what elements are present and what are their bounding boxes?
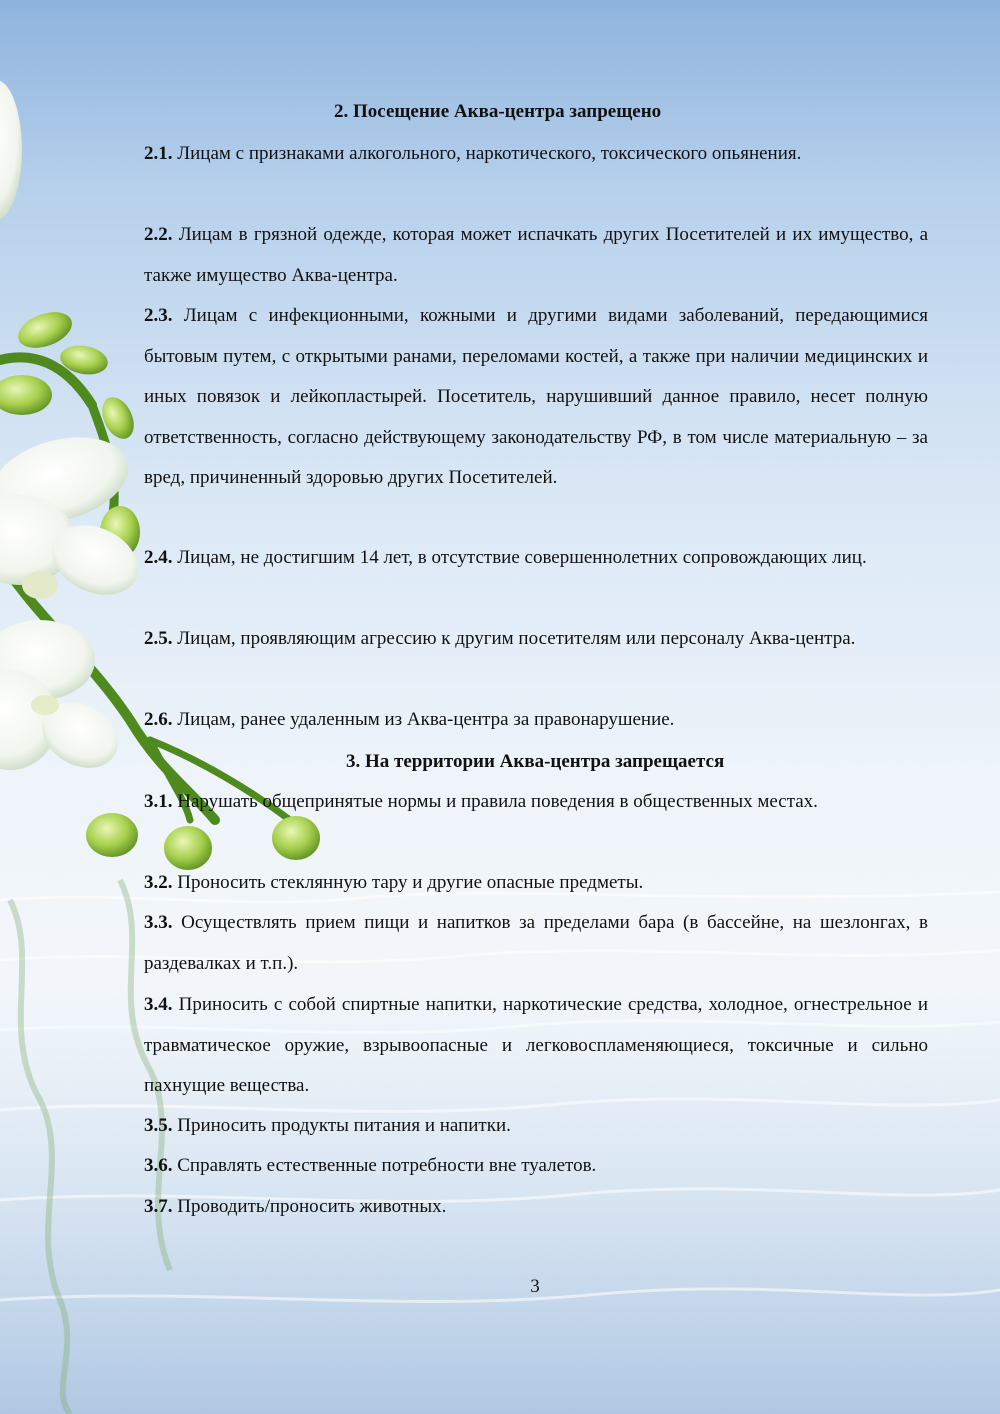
rule-number: 2.6. [144, 709, 173, 730]
section-3-title: 3. На территории Аква-центра запрещается [346, 751, 725, 772]
rule-number: 2.3. [144, 305, 173, 326]
rule-number: 2.1. [144, 143, 173, 164]
rule-number: 2.5. [144, 628, 173, 649]
rule-text: Проводить/проносить животных. [177, 1196, 447, 1217]
rule-text: Справлять естественные потребности вне туалетов. [177, 1155, 597, 1176]
rule-3-6 [144, 1146, 928, 1187]
rule-text: Лицам, не достигшим 14 лет, в отсутствие совершеннолетних сопровождающих лиц. [177, 547, 867, 568]
rule-number: 3.4. [144, 994, 173, 1015]
rule-3-4 [144, 985, 928, 1107]
rule-text: Проносить стеклянную тару и другие опасные предметы. [177, 872, 644, 893]
section-2-title: 2. Посещение Аква-центра запрещено [334, 101, 662, 122]
rule-number: 3.3. [144, 912, 173, 933]
rule-text: Лицам, проявляющим агрессию к другим посетителям или персоналу Аква-центра. [177, 628, 856, 649]
rule-number: 3.2. [144, 872, 173, 893]
rule-2-2 [144, 215, 928, 296]
rule-2-3 [144, 296, 928, 499]
rule-text: Лицам с инфекционными, кожными и другими видами заболеваний, передающимися бытовым путем, с открытыми ранами, переломами костей, а также при наличии медицинских и иных повязок и лейкопластырей. Посетитель, нарушивший данное правило, несет полную ответственность, согласно действующему законодательству РФ, в том числе материальную – за вред, причиненный здоровью других Посетителей. [144, 305, 929, 489]
rule-3-2 [144, 863, 928, 904]
rule-text: Приносить продукты питания и напитки. [177, 1115, 511, 1136]
rule-text: Лицам в грязной одежде, которая может испачкать других Посетителей и их имущество, а также имущество Аква-центра. [144, 224, 929, 286]
rule-3-7 [144, 1187, 928, 1228]
rule-3-1 [144, 782, 928, 823]
rule-3-3 [144, 903, 928, 984]
rule-text: Приносить с собой спиртные напитки, наркотические средства, холодное, огнестрельное и травматическое оружие, взрывоопасные и легковоспламеняющиеся, токсичные и сильно пахнущие вещества. [144, 994, 928, 1097]
rule-2-6 [144, 700, 928, 741]
rule-number: 3.1. [144, 791, 173, 812]
rule-2-4 [144, 538, 928, 579]
rule-number: 3.6. [144, 1155, 173, 1176]
rule-text: Лицам, ранее удаленным из Аква-центра за правонарушение. [177, 709, 675, 730]
rule-number: 2.4. [144, 547, 173, 568]
rule-2-5 [144, 619, 928, 660]
rule-text: Осуществлять прием пищи и напитков за пределами бара (в бассейне, на шезлонгах, в раздевалках и т.п.). [144, 912, 928, 974]
rule-3-5 [144, 1106, 928, 1147]
page-number: 3 [530, 1276, 540, 1297]
rule-number: 3.5. [144, 1115, 173, 1136]
rule-2-1 [144, 134, 928, 175]
rule-number: 3.7. [144, 1196, 173, 1217]
rule-number: 2.2. [144, 224, 173, 245]
rule-text: Лицам с признаками алкогольного, наркотического, токсического опьянения. [177, 143, 802, 164]
rule-text: Нарушать общепринятые нормы и правила поведения в общественных местах. [177, 791, 818, 812]
